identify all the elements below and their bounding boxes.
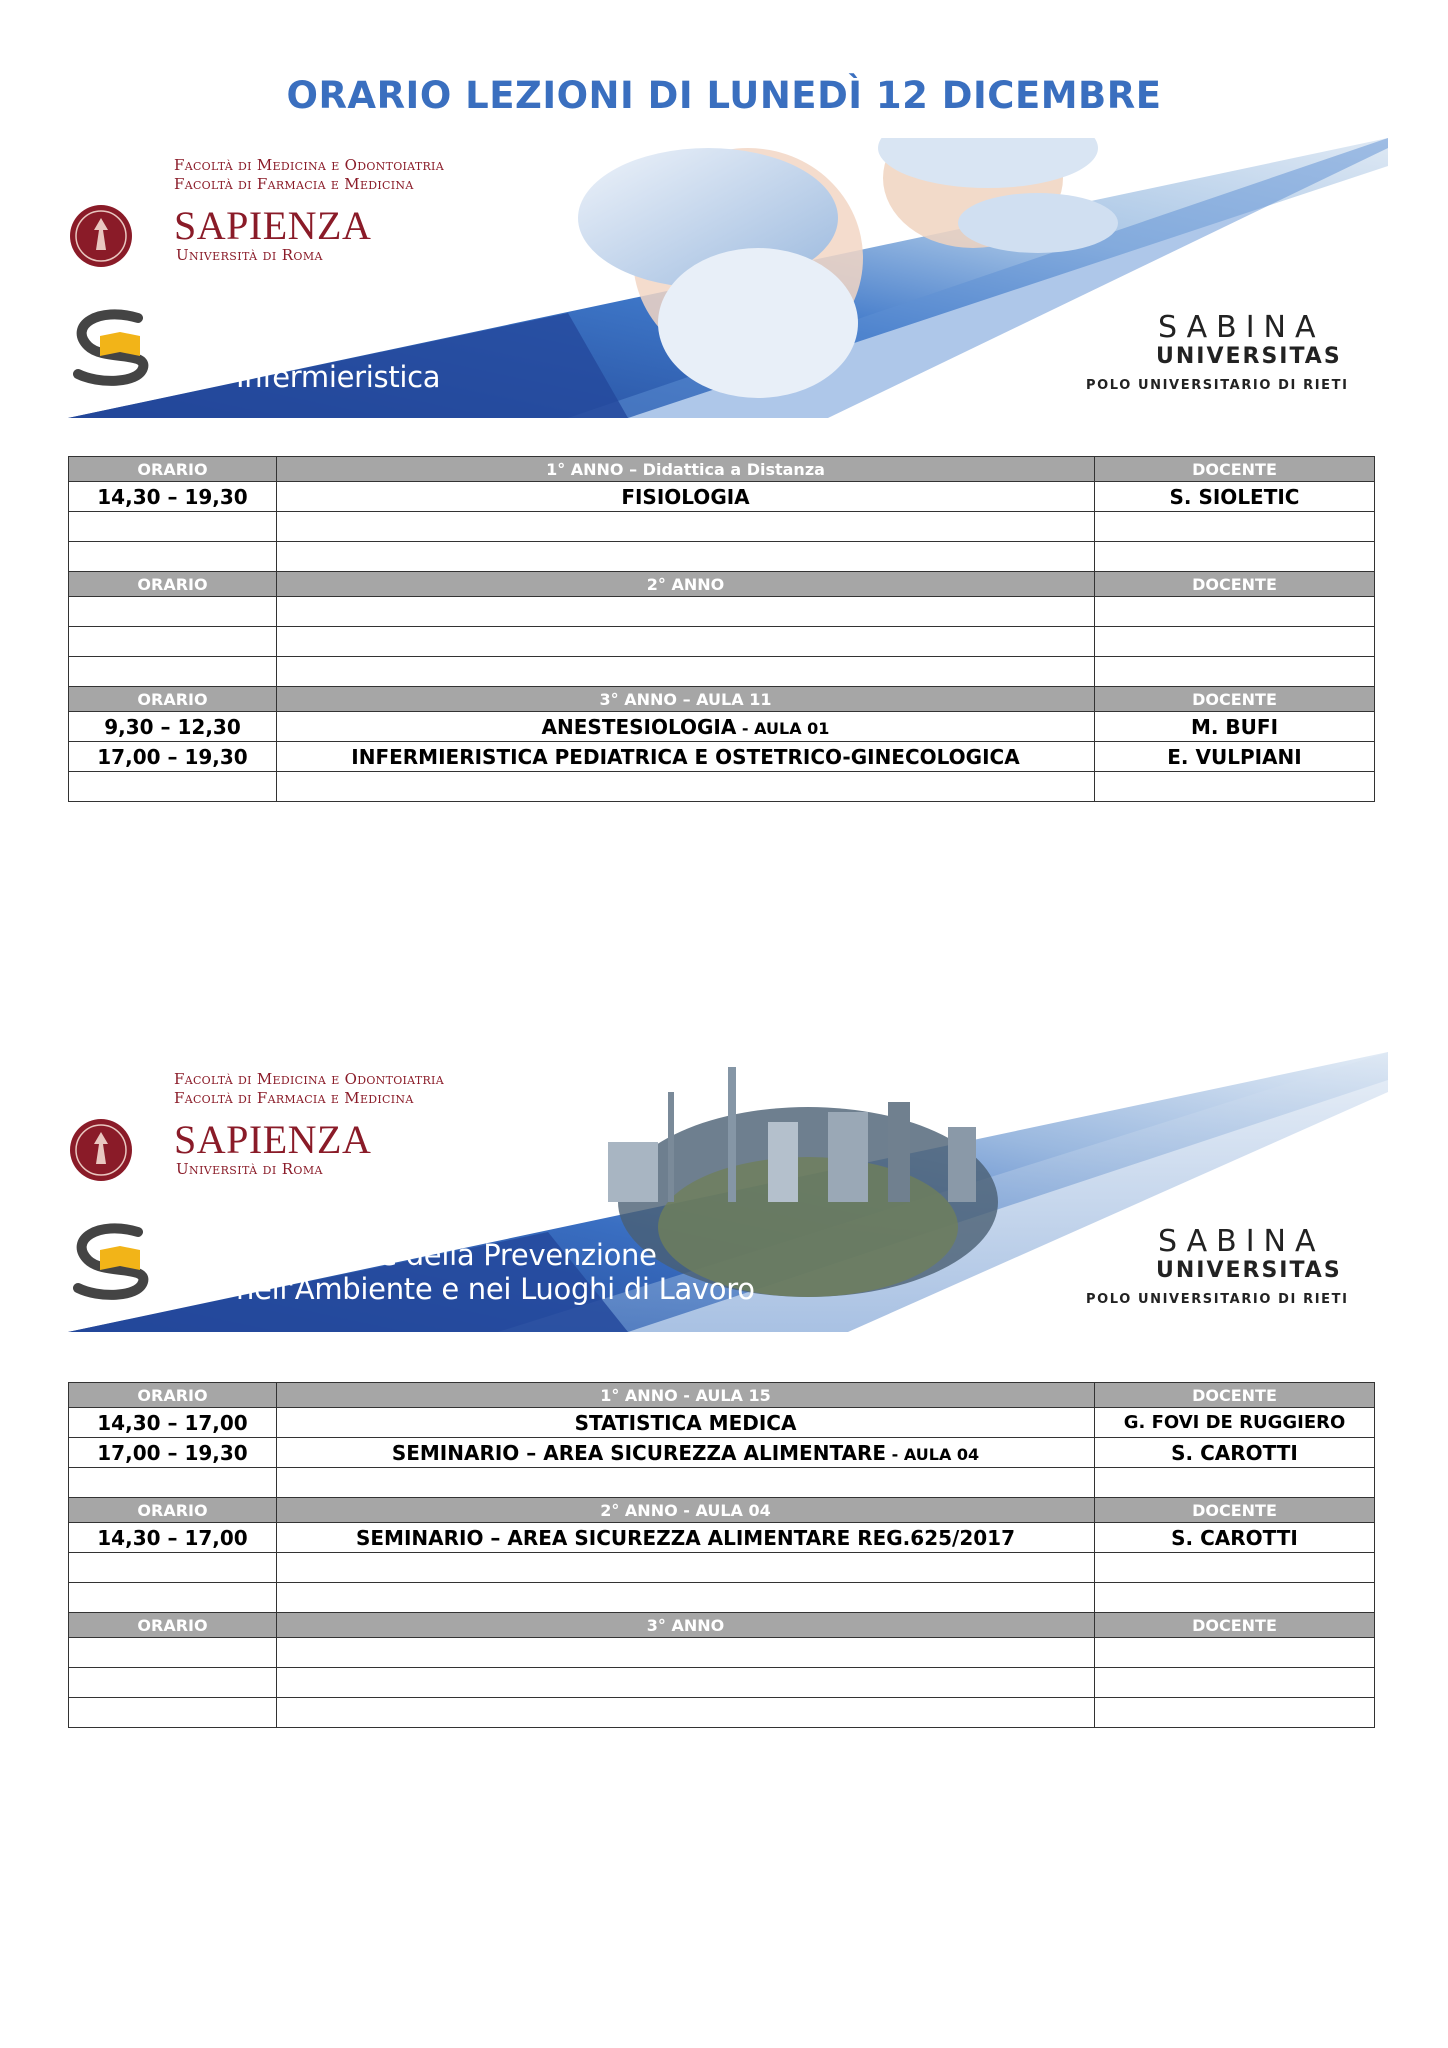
cell-teacher [1095, 772, 1375, 802]
cell-subject [277, 1583, 1095, 1613]
section-header [69, 687, 1375, 712]
table-row [69, 772, 1375, 802]
table-row [69, 742, 1375, 772]
subject-text: ANESTESIOLOGIA [541, 714, 737, 739]
room-note: - AULA 01 [736, 718, 830, 738]
cell-teacher [1095, 1583, 1375, 1613]
cell-subject [277, 1638, 1095, 1668]
partner-name: SABINA [1158, 310, 1325, 345]
header-year: 3° ANNO – AULA 11 [277, 687, 1095, 712]
table-row [69, 712, 1375, 742]
cell-time [69, 657, 277, 687]
header-year: 2° ANNO - AULA 04 [277, 1498, 1095, 1523]
cell-teacher [1095, 1668, 1375, 1698]
faculty-line-2: Facoltà di Farmacia e Medicina [174, 175, 414, 193]
table-row [69, 1468, 1375, 1498]
header-year: 2° ANNO [277, 572, 1095, 597]
cell-teacher [1095, 657, 1375, 687]
table-row [69, 1668, 1375, 1698]
course-name-line-2: nell'Ambiente e nei Luoghi di Lavoro [236, 1272, 755, 1306]
header-year: 1° ANNO - AULA 15 [277, 1383, 1095, 1408]
cell-teacher: E. VULPIANI [1095, 742, 1375, 772]
cell-teacher [1095, 1468, 1375, 1498]
course-name-line-1: Infermieristica [236, 360, 441, 394]
table-row [69, 1583, 1375, 1613]
cell-subject [277, 772, 1095, 802]
section-header [69, 572, 1375, 597]
table-row [69, 1438, 1375, 1468]
cell-time [69, 627, 277, 657]
cell-teacher: S. CAROTTI [1095, 1523, 1375, 1553]
header-year: 1° ANNO – Didattica a Distanza [277, 457, 1095, 482]
sabina-logo-icon [68, 1220, 368, 1310]
cell-subject [277, 657, 1095, 687]
table-row [69, 657, 1375, 687]
header-teacher: DOCENTE [1095, 457, 1375, 482]
subject-text: SEMINARIO – AREA SICUREZZA ALIMENTARE REG.625/2017 [355, 1525, 1015, 1550]
cell-subject [277, 512, 1095, 542]
section-header [69, 1383, 1375, 1408]
cell-subject [277, 542, 1095, 572]
section-header [69, 1498, 1375, 1523]
header-time: ORARIO [69, 687, 277, 712]
header-teacher: DOCENTE [1095, 687, 1375, 712]
header-time: ORARIO [69, 1613, 277, 1638]
cell-time: 14,30 – 19,30 [69, 482, 277, 512]
table-row [69, 542, 1375, 572]
cell-time [69, 512, 277, 542]
subject-text: SEMINARIO – AREA SICUREZZA ALIMENTARE [391, 1440, 887, 1465]
partner-name-2: UNIVERSITAS [1156, 1258, 1342, 1283]
header-teacher: DOCENTE [1095, 1498, 1375, 1523]
cell-teacher [1095, 542, 1375, 572]
partner-sub: POLO UNIVERSITARIO DI RIETI [1086, 1292, 1349, 1307]
university-name: SAPIENZA [174, 203, 372, 248]
cell-time [69, 772, 277, 802]
cell-teacher [1095, 512, 1375, 542]
cell-subject [277, 742, 1095, 772]
partner-sub: POLO UNIVERSITARIO DI RIETI [1086, 378, 1349, 393]
table-row [69, 1523, 1375, 1553]
cell-subject [277, 1438, 1095, 1468]
cell-subject [277, 1468, 1095, 1498]
banner-infermieristica [68, 138, 1388, 418]
cell-time [69, 1553, 277, 1583]
table-row [69, 1553, 1375, 1583]
cell-subject [277, 482, 1095, 512]
cell-subject [277, 1698, 1095, 1728]
faculty-line-2: Facoltà di Farmacia e Medicina [174, 1089, 414, 1107]
subject-text: FISIOLOGIA [621, 484, 750, 509]
cell-time [69, 1583, 277, 1613]
cell-teacher [1095, 597, 1375, 627]
header-teacher: DOCENTE [1095, 1383, 1375, 1408]
cell-time [69, 1638, 277, 1668]
partner-name-2: UNIVERSITAS [1156, 344, 1342, 369]
header-time: ORARIO [69, 457, 277, 482]
cell-subject [277, 1553, 1095, 1583]
faculty-line-1: Facoltà di Medicina e Odontoiatria [174, 156, 444, 174]
sabina-logo-icon [68, 306, 368, 396]
table-row [69, 1408, 1375, 1438]
cell-subject [277, 597, 1095, 627]
cell-teacher [1095, 1638, 1375, 1668]
table-row [69, 512, 1375, 542]
cell-teacher [1095, 1553, 1375, 1583]
section-header [69, 457, 1375, 482]
university-name: SAPIENZA [174, 1117, 372, 1162]
cell-teacher: M. BUFI [1095, 712, 1375, 742]
cell-time [69, 1698, 277, 1728]
table-row [69, 482, 1375, 512]
header-time: ORARIO [69, 572, 277, 597]
cell-time [69, 1668, 277, 1698]
cell-time: 14,30 – 17,00 [69, 1408, 277, 1438]
cell-time: 17,00 – 19,30 [69, 742, 277, 772]
cell-subject [277, 627, 1095, 657]
cell-time [69, 1468, 277, 1498]
section-header [69, 1613, 1375, 1638]
subject-text: INFERMIERISTICA PEDIATRICA E OSTETRICO-GINECOLOGICA [351, 744, 1020, 769]
cell-time [69, 597, 277, 627]
cell-time: 17,00 – 19,30 [69, 1438, 277, 1468]
table-row [69, 1698, 1375, 1728]
sapienza-seal-icon [68, 1108, 134, 1188]
cell-teacher: G. FOVI DE RUGGIERO [1095, 1408, 1375, 1438]
header-year: 3° ANNO [277, 1613, 1095, 1638]
page-title: ORARIO LEZIONI DI LUNEDÌ 12 DICEMBRE [286, 74, 1162, 117]
banner-prevenzione [68, 1052, 1388, 1332]
cell-time [69, 542, 277, 572]
header-teacher: DOCENTE [1095, 1613, 1375, 1638]
header-time: ORARIO [69, 1383, 277, 1408]
course-name-line-1: Tecniche della Prevenzione [274, 1238, 657, 1272]
header-teacher: DOCENTE [1095, 572, 1375, 597]
cell-teacher [1095, 1698, 1375, 1728]
faculty-line-1: Facoltà di Medicina e Odontoiatria [174, 1070, 444, 1088]
cell-subject [277, 1668, 1095, 1698]
schedule-table-infermieristica [68, 456, 1375, 802]
partner-name: SABINA [1158, 1224, 1325, 1259]
cell-subject [277, 712, 1095, 742]
university-sub: Università di Roma [176, 1160, 323, 1178]
table-row [69, 1638, 1375, 1668]
header-time: ORARIO [69, 1498, 277, 1523]
subject-text: STATISTICA MEDICA [574, 1410, 797, 1435]
cell-time: 14,30 – 17,00 [69, 1523, 277, 1553]
cell-teacher: S. SIOLETIC [1095, 482, 1375, 512]
cell-teacher [1095, 627, 1375, 657]
table-row [69, 627, 1375, 657]
table-row [69, 597, 1375, 627]
sapienza-seal-icon [68, 194, 134, 274]
cell-time: 9,30 – 12,30 [69, 712, 277, 742]
cell-subject [277, 1408, 1095, 1438]
schedule-table-prevenzione [68, 1382, 1375, 1728]
cell-teacher: S. CAROTTI [1095, 1438, 1375, 1468]
university-sub: Università di Roma [176, 246, 323, 264]
room-note: - AULA 04 [886, 1444, 980, 1464]
cell-subject [277, 1523, 1095, 1553]
